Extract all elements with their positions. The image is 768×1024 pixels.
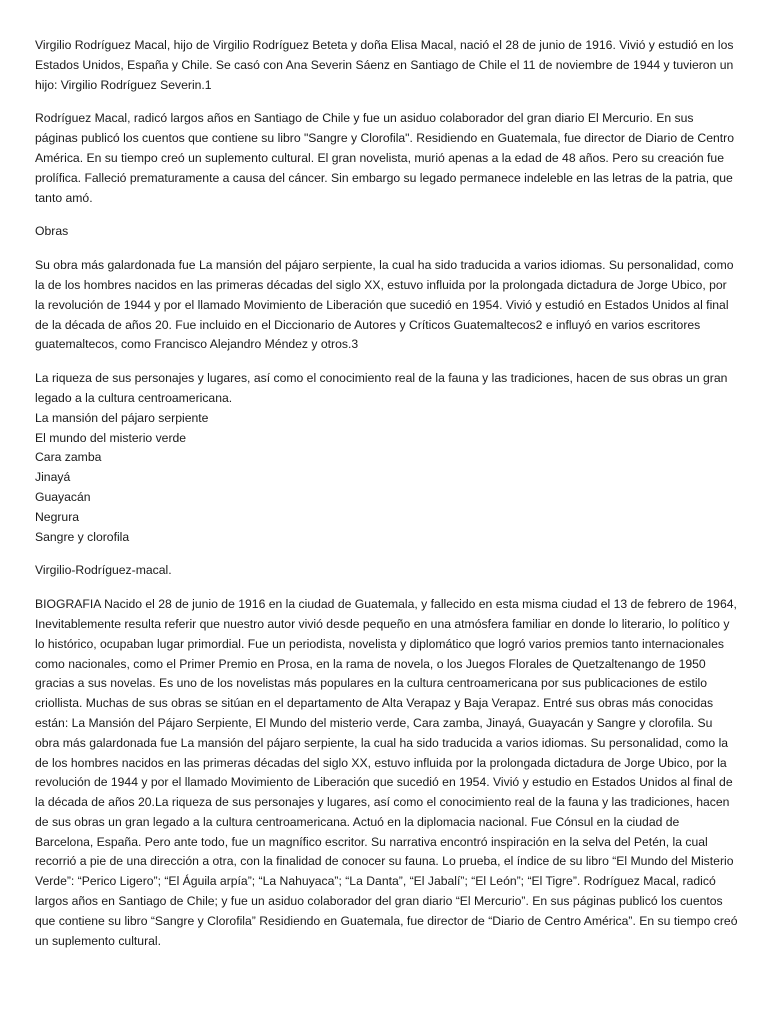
works-list-item: La mansión del pájaro serpiente — [35, 410, 209, 425]
author-slug: Virgilio-Rodríguez-macal. — [35, 563, 172, 578]
works-list-item: Cara zamba — [35, 450, 102, 465]
works-list-item: Sangre y clorofila — [35, 529, 130, 544]
works-block — [35, 369, 738, 547]
section-heading: Obras — [35, 224, 69, 239]
intro-paragraph: Virgilio Rodríguez Macal, hijo de Virgilio Rodríguez Beteta y doña Elisa Macal, nació el 28 de junio de 1916. Vivió y estudió en los Estados Unidos, España y Chile. Se casó con Ana Severin Sáenz en Santiago de Chile el 11 de noviembre de 1944 y tuvieron un hijo: Virgilio Rodríguez Severin.1 — [35, 38, 734, 92]
body-paragraph: Su obra más galardonada fue La mansión del pájaro serpiente, la cual ha sido traducida a varios idiomas. Su personalidad, como la de los hombres nacidos en las primeras décadas del siglo XX, estuvo influida por la prolongada dictadura de Jorge Ubico, por la revolución de 1944 y por el llamado Movimiento de Liberación que sucedió en 1954. Vivió y estudió en Estados Unidos al final de la década de años 20. Fue incluido en el Diccionario de Autores y Críticos Guatemaltecos2 e influyó en varios escritores guatemaltecos, como Francisco Alejandro Méndez y otros.3 — [35, 258, 734, 352]
works-list-item: El mundo del misterio verde — [35, 430, 187, 445]
works-list-item: Jinayá — [35, 470, 71, 485]
biography-paragraph: BIOGRAFIA Nacido el 28 de junio de 1916 en la ciudad de Guatemala, y fallecido en esta misma ciudad el 13 de febrero de 1964, Inevitablemente resulta referir que nuestro autor vivió desde pequeño en una atmósfera familiar en donde lo literario, lo político y lo histórico, ocupaban lugar primordial. Fue un periodista, novelista y diplomático que logró varios premios tanto internacionales como nacionales, como el Primer Premio en Prosa, en la rama de novela, o los Juegos Florales de Quetzaltenango de 1950 gracias a sus novelas. Es uno de los novelistas más populares en la cultura centroamericana por sus publicaciones de estilo criollista. Muchas de sus obras se sitúan en el departamento de Alta Verapaz y Baja Verapaz. Entré sus obras más conocidas están: La Mansión del Pájaro Serpiente, El Mundo del misterio verde, Cara zamba, Jinayá, Guayacán y Sangre y clorofila. Su obra más galardonada fue La mansión del pájaro serpiente, la cual ha sido traducida a varios idiomas. Su personalidad, como la de los hombres nacidos en las primeras décadas del siglo XX, estuvo influida por la prolongada dictadura de Jorge Ubico, por la revolución de 1944 y por el llamado Movimiento de Liberación que sucedió en 1954. Vivió y estudio en Estados Unidos al final de la década de años 20.La riqueza de sus personajes y lugares, así como el conocimiento real de la fauna y las tradiciones, hacen de sus obras un gran legado a la cultura centroamericana. Actuó en la diplomacia nacional. Fue Cónsul en la ciudad de Barcelona, España. Pero ante todo, fue un magnífico escritor. Su narrativa encontró inspiración en la selva del Petén, la cual recorrió a pie de una dirección a otra, con la finalidad de conocer su fauna. Lo prueba, el índice de su libro “El Mundo del Misterio Verde”: “Perico Ligero”; “El Águila arpía”; “La Nahuyaca”; “La Danta”, “El Jabalí”; “El León”; “El Tigre”. Rodríguez Macal, radicó largos años en Santiago de Chile; y fue un asiduo colaborador del gran diario “El Mercurio”. En sus páginas publicó los cuentos que contiene su libro “Sangre y Clorofila” Residiendo en Guatemala, fue director de “Diario de Centro América”. En su tiempo creó un suplemento cultural. — [35, 597, 738, 948]
body-paragraph: Rodríguez Macal, radicó largos años en Santiago de Chile y fue un asiduo colaborador del gran diario El Mercurio. En sus páginas publicó los cuentos que contiene su libro "Sangre y Clorofila". Residiendo en Guatemala, fue director de Diario de Centro América. En su tiempo creó un suplemento cultural. El gran novelista, murió apenas a la edad de 48 años. Pero su creación fue prolífica. Falleció prematuramente a causa del cáncer. Sin embargo su legado permanece indeleble en las letras de la patria, que tanto amó. — [35, 111, 735, 205]
body-paragraph: La riqueza de sus personajes y lugares, así como el conocimiento real de la fauna y las tradiciones, hacen de sus obras un gran legado a la cultura centroamericana. — [35, 371, 728, 405]
works-list-item: Negrura — [35, 509, 80, 524]
works-list-item: Guayacán — [35, 489, 91, 504]
